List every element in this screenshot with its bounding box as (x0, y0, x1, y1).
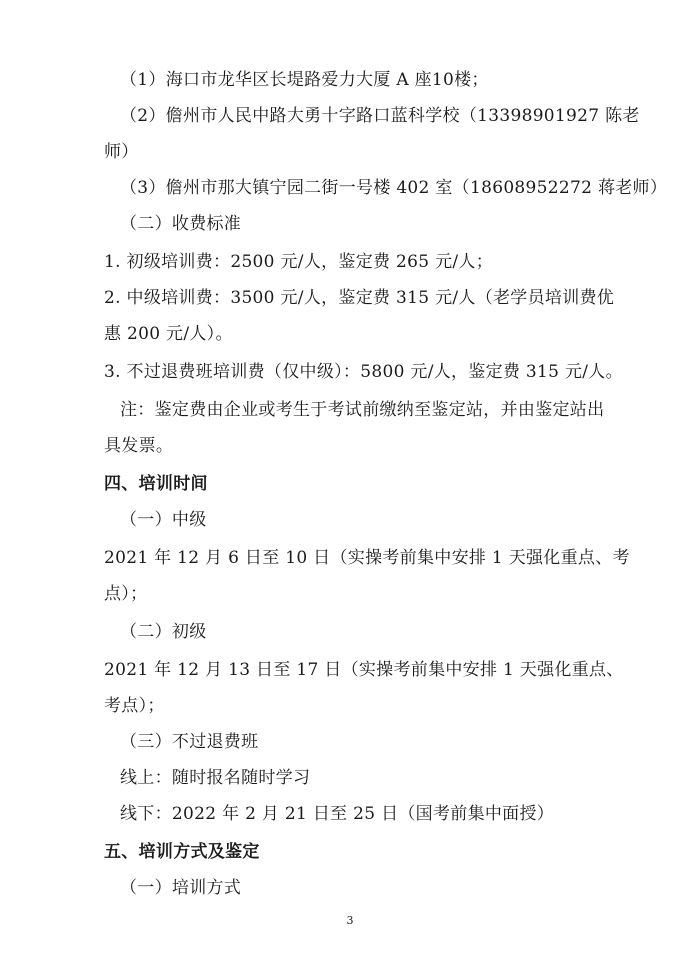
primary-dates-continued: 考点）； (104, 696, 165, 716)
fee-item-1: 1. 初级培训费：2500 元/人，鉴定费 265 元/人； (104, 252, 494, 272)
fee-item-2: 2. 中级培训费：3500 元/人，鉴定费 315 元/人（老学员培训费优 (104, 288, 615, 308)
address-item-3: （3）儋州市那大镇宁园二街一号楼 402 室（18608952272 蒋老师） (120, 178, 668, 198)
fee-note: 注：鉴定费由企业或考生于考试前缴纳至鉴定站，并由鉴定站出 (120, 400, 605, 420)
offline-schedule: 线下：2022 年 2 月 21 日至 25 日（国考前集中面授） (120, 804, 555, 824)
no-pass-refund-subheading: （三）不过退费班 (120, 732, 259, 752)
section-heading-training-time: 四、培训时间 (104, 474, 208, 494)
primary-dates: 2021 年 12 月 13 日至 17 日（实操考前集中安排 1 天强化重点、 (104, 660, 624, 680)
intermediate-dates-continued: 点）； (104, 584, 148, 604)
fee-item-2-continued: 惠 200 元/人）。 (104, 324, 233, 344)
training-method-subheading: （一）培训方式 (120, 878, 242, 898)
primary-subheading: （二）初级 (120, 622, 207, 642)
intermediate-subheading: （一）中级 (120, 510, 207, 530)
intermediate-dates: 2021 年 12 月 6 日至 10 日（实操考前集中安排 1 天强化重点、考 (104, 548, 630, 568)
fee-note-continued: 具发票。 (104, 436, 174, 456)
address-item-1: （1）海口市龙华区长堤路爱力大厦 A 座10楼； (120, 70, 489, 90)
online-schedule: 线上：随时报名随时学习 (120, 768, 311, 788)
section-heading-training-method: 五、培训方式及鉴定 (104, 842, 260, 862)
fees-subheading: （二）收费标准 (120, 214, 242, 234)
page-number: 3 (346, 914, 354, 927)
fee-item-3: 3. 不过退费班培训费（仅中级）：5800 元/人，鉴定费 315 元/人。 (104, 362, 623, 382)
address-item-2-continued: 师） (104, 142, 139, 162)
address-item-2: （2）儋州市人民中路大勇十字路口蓝科学校（13398901927 陈老 (120, 106, 640, 126)
